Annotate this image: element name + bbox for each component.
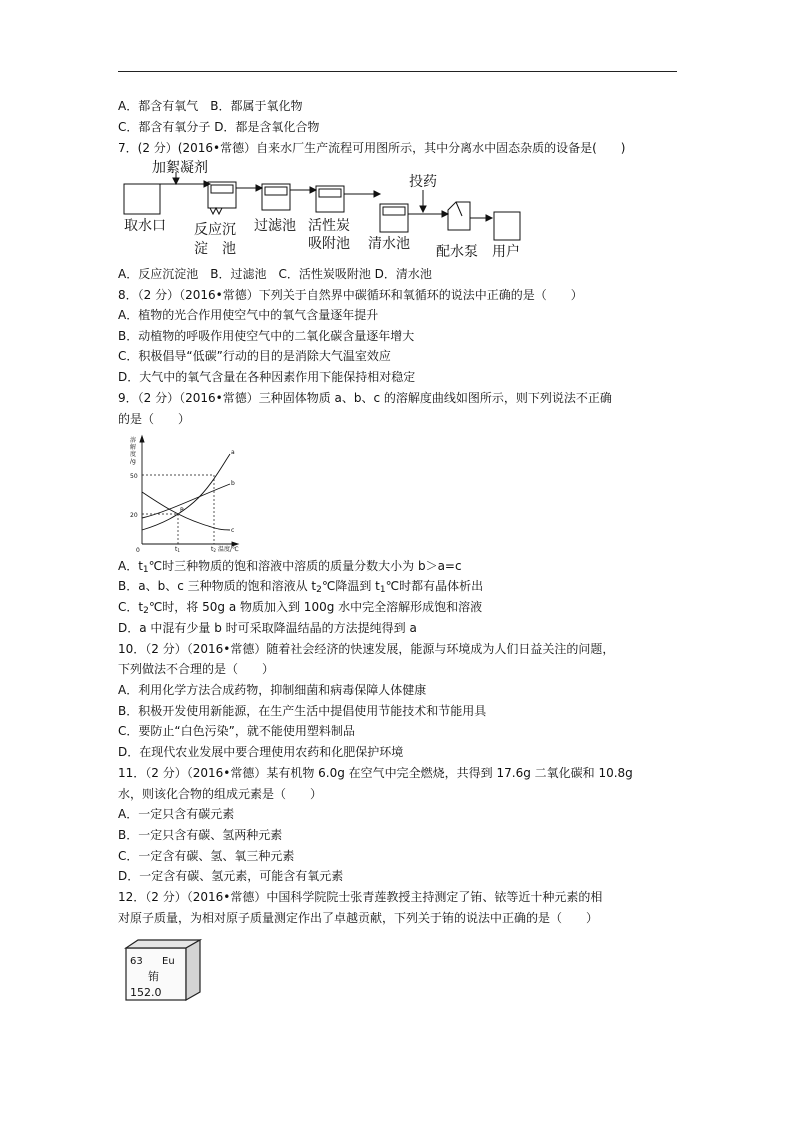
q9-stem-2: 的是（ ）	[118, 412, 191, 426]
q7-options: A．反应沉淀池 B．过滤池 C．活性炭吸附池 D．清水池	[118, 267, 432, 281]
filter-label: 过滤池	[254, 218, 296, 234]
dosing-label: 投药	[409, 174, 437, 190]
q8-option-c: C．积极倡导“低碳”行动的目的是消除大气温室效应	[118, 349, 391, 363]
tile-atomic-mass: 152.0	[130, 986, 162, 999]
coagulant-label: 加絮凝剂	[152, 160, 208, 176]
q11-option-b: B．一定只含有碳、氢两种元素	[118, 828, 283, 842]
xlabel: 温度/℃	[218, 546, 239, 553]
label-b: b	[231, 480, 235, 487]
q10-option-d: D．在现代农业发展中要合理使用农药和化肥保护环境	[118, 745, 404, 759]
carbon-label-2: 吸附池	[308, 236, 350, 252]
q8-stem: 8．（2 分）（2016•常德）下列关于自然界中碳循环和氧循环的说法中正确的是（ ）	[118, 288, 583, 302]
q8-option-b: B．动植物的呼吸作用使空气中的二氧化碳含量逐年增大	[118, 329, 415, 343]
q11-option-c: C．一定含有碳、氢、氧三种元素	[118, 849, 295, 863]
europium-element-tile	[122, 936, 212, 1006]
q6-options-row-2: C．都含有氧分子 D．都是含氧化合物	[118, 120, 320, 134]
tick-0: 0	[136, 547, 140, 554]
q9-option-d: D．a 中混有少量 b 时可采取降温结晶的方法提纯得到 a	[118, 621, 417, 635]
solubility-curve-chart	[122, 432, 242, 554]
tick-t2: t2	[211, 546, 216, 553]
ylabel-4: /g	[130, 458, 136, 465]
clear-water-tank	[380, 204, 408, 232]
tile-atomic-number: 63	[130, 956, 143, 967]
reaction-label-1: 反应沉	[194, 222, 236, 238]
carbon-tank	[316, 186, 344, 212]
q9-option-b: B．a、b、c 三种物质的饱和溶液从 $t_2℃$降温到 $t_1℃$时都有晶体析出	[118, 579, 484, 595]
curve-c	[142, 492, 230, 530]
tick-50: 50	[130, 473, 138, 480]
q10-option-a: A．利用化学方法合成药物，抑制细菌和病毒保障人体健康	[118, 683, 427, 697]
tick-t1: t1	[175, 546, 180, 553]
q9-option-a: A．$t_1℃$时三种物质的饱和溶液中溶质的质量分数大小为 b＞a=c	[118, 559, 462, 575]
q10-stem-1: 10．（2 分）（2016•常德）随着社会经济的快速发展，能源与环境成为人们日益关注的问题，	[118, 642, 615, 656]
q12-stem-2: 对原子质量，为相对原子质量测定作出了卓越贡献，下列关于铕的说法中正确的是（ ）	[118, 911, 599, 925]
q8-option-d: D．大气中的氧气含量在各种因素作用下能保持相对稳定	[118, 370, 416, 384]
q10-option-b: B．积极开发使用新能源，在生产生活中提倡使用节能技术和节能用具	[118, 704, 487, 718]
intake-box	[124, 184, 160, 214]
q11-stem-1: 11．（2 分）（2016•常德）某有机物 6.0g 在空气中完全燃烧，共得到 17.6g 二氧化碳和 10.8g	[118, 766, 633, 780]
q10-option-c: C．要防止“白色污染”，就不能使用塑料制品	[118, 724, 355, 738]
tick-20: 20	[130, 512, 138, 519]
q9-stem-1: 9．（2 分）（2016•常德）三种固体物质 a、b、c 的溶解度曲线如图所示，则下列说法不正确	[118, 391, 612, 405]
ylabel-1: 溶	[130, 437, 137, 444]
q6-options-row-1: A．都含有氧气 B．都属于氧化物	[118, 99, 303, 113]
q9-option-c: C．$t_2℃$时，将 50g a 物质加入到 100g 水中完全溶解形成饱和溶液	[118, 600, 483, 616]
curve-a	[142, 454, 230, 530]
filter-tank	[262, 184, 290, 210]
q7-stem: 7．(2 分）(2016•常德）自来水厂生产流程可用图所示，其中分离水中固态杂质的设备是( )	[118, 141, 626, 155]
reaction-label-2: 淀 池	[194, 241, 236, 257]
pump-shape	[448, 202, 470, 230]
ylabel-2: 解	[130, 444, 137, 451]
q11-option-d: D．一定含有碳、氢元素，可能含有氧元素	[118, 869, 344, 883]
pump-label: 配水泵	[436, 244, 478, 260]
intake-label: 取水口	[124, 218, 166, 234]
tile-element-name: 铕	[148, 970, 159, 983]
tile-symbol: Eu	[162, 956, 175, 967]
carbon-label-1: 活性炭	[308, 218, 350, 234]
q10-stem-2: 下列做法不合理的是（ ）	[118, 662, 275, 676]
label-p: P	[180, 507, 184, 514]
q8-option-a: A．植物的光合作用使空气中的氧气含量逐年提升	[118, 308, 379, 322]
q11-option-a: A．一定只含有碳元素	[118, 807, 235, 821]
user-label: 用户	[492, 244, 520, 260]
q11-stem-2: 水，则该化合物的组成元素是（ ）	[118, 787, 323, 801]
label-a: a	[231, 449, 235, 456]
user-box	[494, 212, 520, 240]
ylabel-3: 度	[130, 451, 137, 458]
label-c: c	[231, 527, 235, 534]
reaction-tank	[208, 182, 236, 208]
clear-water-label: 清水池	[368, 236, 410, 252]
header-rule	[118, 71, 677, 72]
q12-stem-1: 12．（2 分）（2016•常德）中国科学院院士张青莲教授主持测定了铕、铱等近十种元素的相	[118, 890, 603, 904]
water-treatment-flow-diagram	[118, 158, 558, 264]
